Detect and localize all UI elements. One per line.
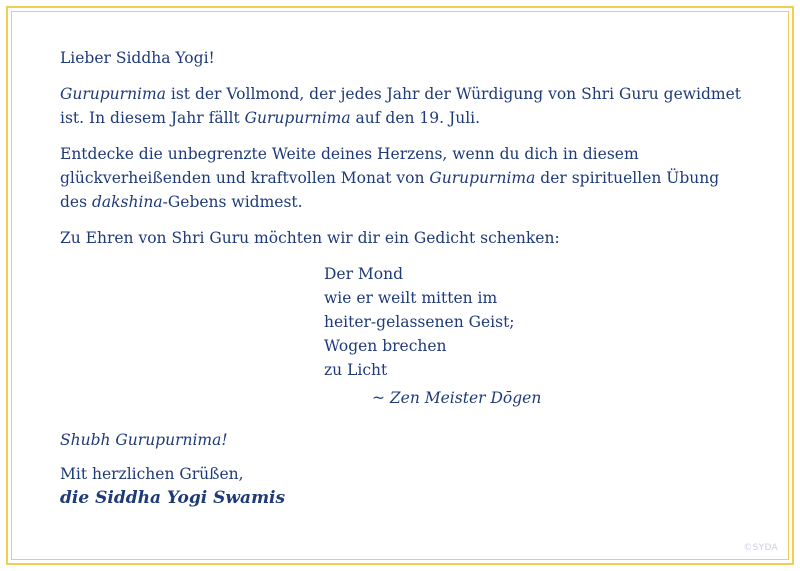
copyright-notice: ©SYDA: [743, 543, 778, 553]
poem-line: wie er weilt mitten im: [324, 289, 498, 307]
poem-line: heiter-gelassenen Geist;: [324, 313, 515, 331]
paragraph2-text2: der spirituellen Übung des: [60, 169, 720, 211]
paragraph1-text1: ist der Vollmond, der jedes Jahr der Würdigung von Shri Guru gewidmet ist. In diesem Jahr fällt: [60, 85, 742, 127]
paragraph-dakshina: [60, 142, 750, 214]
paragraph-gurupurnima-date: [60, 82, 750, 130]
poem-line: zu Licht: [324, 361, 388, 379]
term-gurupurnima: Gurupurnima: [60, 85, 166, 103]
closing: Mit herzlichen Grüßen,: [60, 465, 244, 483]
poem: [324, 262, 750, 382]
term-gurupurnima: Gurupurnima: [244, 109, 351, 127]
paragraph2-text3: -Gebens widmest.: [162, 193, 303, 211]
paragraph1-text2: auf den 19. Juli.: [350, 109, 481, 127]
paragraph-poem-intro: Zu Ehren von Shri Guru möchten wir dir ein Gedicht schenken:: [60, 229, 560, 247]
poem-attribution: ~ Zen Meister Dōgen: [372, 389, 542, 407]
letter-body: [60, 46, 750, 510]
signature: die Siddha Yogi Swamis: [60, 488, 286, 508]
paragraph2-text1: Entdecke die unbegrenzte Weite deines Herzens, wenn du dich in diesem glückverheißenden und kraftvollen Monat von: [60, 145, 639, 187]
term-gurupurnima: Gurupurnima: [429, 169, 536, 187]
greeting: Lieber Siddha Yogi!: [60, 49, 215, 67]
poem-line: Wogen brechen: [324, 337, 447, 355]
poem-line: Der Mond: [324, 265, 404, 283]
term-dakshina: dakshina: [91, 193, 163, 211]
closing-wish: Shubh Gurupurnima!: [60, 431, 228, 449]
